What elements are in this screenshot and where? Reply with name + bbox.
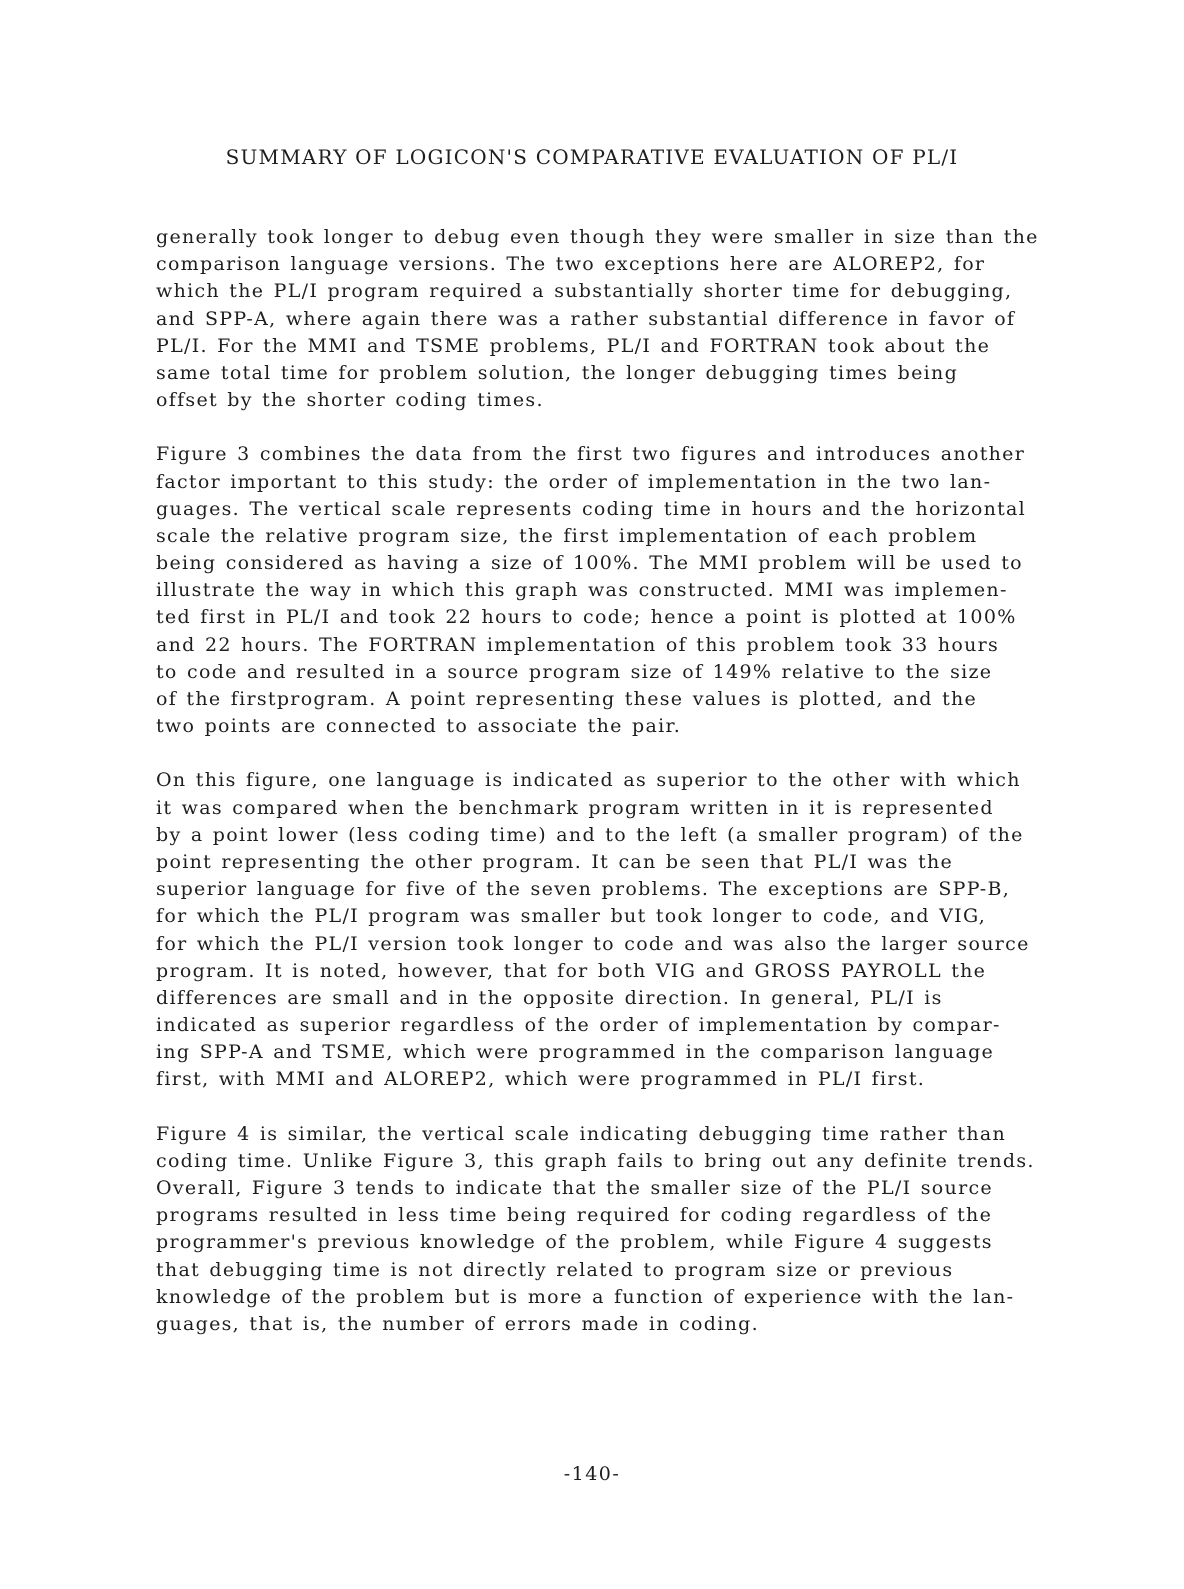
text-line: factor important to this study: the order of implementation in the two lan- [156,470,992,493]
text-line: programmer's previous knowledge of the problem, while Figure 4 suggests [156,1231,993,1254]
text-line: differences are small and in the opposite direction. In general, PL/I is [156,986,943,1009]
paragraph-2 [156,441,1116,740]
text-line: PL/I. For the MMI and TSME problems, PL/I and FORTRAN took about the [156,334,991,357]
text-line: superior language for five of the seven problems. The exceptions are SPP-B, [156,878,1011,901]
text-line: guages. The vertical scale represents coding time in hours and the horizontal [156,497,1027,520]
page-number: -140- [563,1463,621,1485]
text-line: point representing the other program. It can be seen that PL/I was the [156,850,954,873]
text-line: scale the relative program size, the first implementation of each problem [156,524,978,547]
text-line: and SPP-A, where again there was a rather substantial difference in favor of [156,307,1016,330]
text-line: ted first in PL/I and took 22 hours to code; hence a point is plotted at 100% [156,606,1017,629]
text-line: generally took longer to debug even though they were smaller in size than the [156,226,1039,248]
text-line: coding time. Unlike Figure 3, this graph fails to bring out any definite trends. [156,1149,1035,1172]
text-line: Figure 4 is similar, the vertical scale indicating debugging time rather than [156,1122,1007,1145]
text-line: which the PL/I program required a substantially shorter time for debugging, [156,280,1013,303]
body-text [156,224,1116,1365]
text-line: two points are connected to associate the pair. [156,715,682,738]
paragraph-3 [156,767,1116,1093]
paragraph-1 [156,224,1116,414]
text-line: On this figure, one language is indicated as superior to the other with which [156,769,1021,792]
text-line: guages, that is, the number of errors made in coding. [156,1312,759,1335]
text-line: indicated as superior regardless of the order of implementation by compar- [156,1014,1001,1037]
text-line: and 22 hours. The FORTRAN implementation of this problem took 33 hours [156,633,1000,656]
page-title: SUMMARY OF LOGICON'S COMPARATIVE EVALUATION OF PL/I [225,145,959,169]
text-line: for which the PL/I program was smaller but took longer to code, and VIG, [156,905,987,928]
text-line: Overall, Figure 3 tends to indicate that the smaller size of the PL/I source [156,1177,993,1199]
text-line: comparison language versions. The two exceptions here are ALOREP2, for [156,253,986,276]
text-line: same total time for problem solution, the longer debugging times being [156,361,959,384]
text-line: knowledge of the problem but is more a function of experience with the lan- [156,1285,1015,1308]
text-line: being considered as having a size of 100%. The MMI problem will be used to [156,552,1023,575]
text-line: for which the PL/I version took longer to code and was also the larger source [156,932,1030,955]
paragraph-4 [156,1121,1116,1339]
text-line: of the firstprogram. A point representing these values is plotted, and the [156,688,978,710]
text-line: program. It is noted, however, that for both VIG and GROSS PAYROLL the [156,959,987,982]
text-line: programs resulted in less time being required for coding regardless of the [156,1204,993,1227]
text-line: it was compared when the benchmark program written in it is represented [156,796,994,819]
text-line: first, with MMI and ALOREP2, which were programmed in PL/I first. [156,1068,926,1091]
text-line: Figure 3 combines the data from the first two figures and introduces another [156,443,1026,466]
text-line: ing SPP-A and TSME, which were programmed in the comparison language [156,1041,995,1064]
text-line: offset by the shorter coding times. [156,389,544,412]
text-line: that debugging time is not directly related to program size or previous [156,1258,954,1281]
text-line: illustrate the way in which this graph was constructed. MMI was implemen- [156,579,1008,602]
text-line: to code and resulted in a source program size of 149% relative to the size [156,660,993,683]
text-line: by a point lower (less coding time) and to the left (a smaller program) of the [156,823,1024,846]
